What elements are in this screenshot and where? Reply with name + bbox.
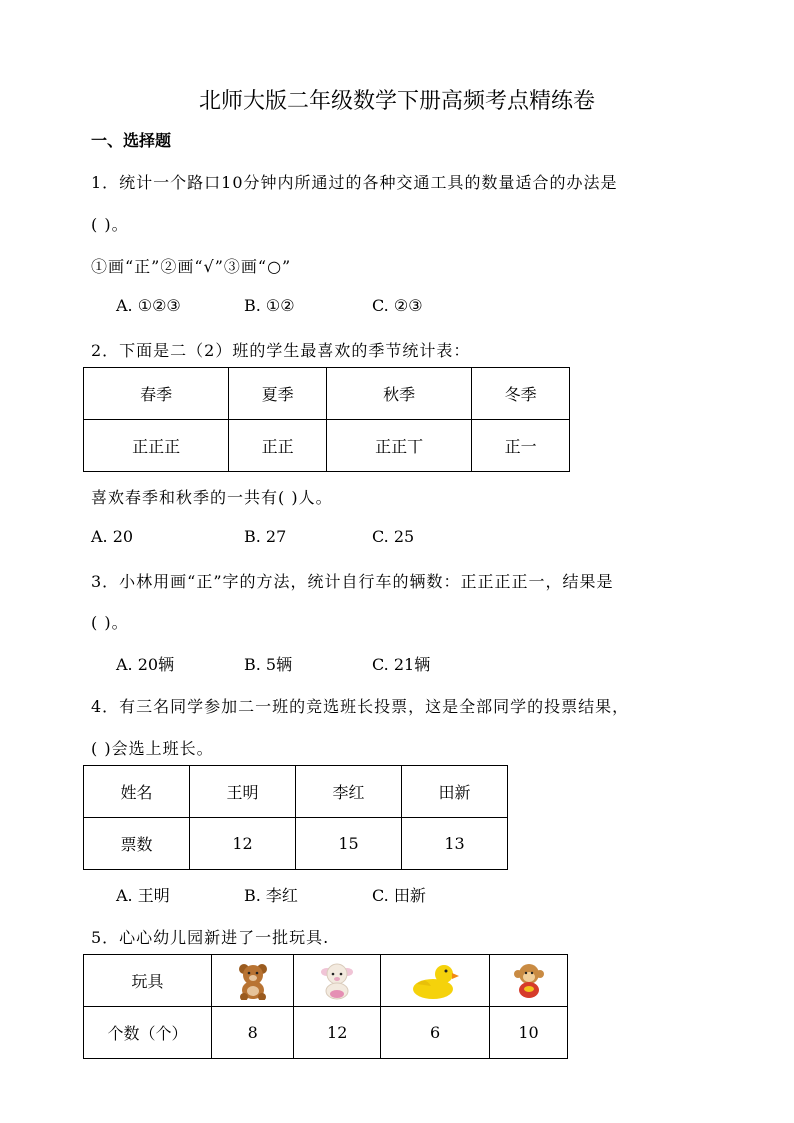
q3-option-b[interactable]: B. 5辆 [244, 655, 293, 674]
q4-option-a[interactable]: A. 王明 [116, 886, 170, 905]
rubber-duck-icon [411, 962, 459, 1000]
header-autumn: 秋季 [326, 368, 471, 420]
q4-option-c[interactable]: C. 田新 [372, 886, 426, 905]
votes-wang: 12 [190, 818, 296, 870]
q3-option-a[interactable]: A. 20辆 [116, 655, 175, 674]
q4-options [116, 883, 426, 906]
q2-option-c[interactable]: C. 25 [372, 527, 415, 546]
q1-option-c[interactable]: C. ②③ [372, 296, 423, 315]
season-table [83, 367, 570, 472]
vote-table [83, 765, 508, 870]
q3-option-c[interactable]: C. 21辆 [372, 655, 431, 674]
q1-stem: 1．统计一个路口10分钟内所通过的各种交通工具的数量适合的办法是 [91, 173, 618, 192]
count-monkey: 10 [490, 1007, 568, 1059]
q2-stem: 2．下面是二（2）班的学生最喜欢的季节统计表： [91, 341, 471, 360]
toy-header-count: 个数（个） [84, 1007, 212, 1059]
candidate-li: 李红 [296, 766, 402, 818]
toy-cell-bear [212, 955, 294, 1007]
candidate-wang: 王明 [190, 766, 296, 818]
header-winter: 冬季 [472, 368, 570, 420]
count-duck: 6 [381, 1007, 490, 1059]
q2-question: 喜欢春季和秋季的一共有( )人。 [91, 488, 333, 507]
toy-table [83, 954, 568, 1059]
q4-stem: 4．有三名同学参加二一班的竞选班长投票，这是全部同学的投票结果， [91, 697, 630, 716]
monkey-icon [512, 962, 546, 1000]
toy-header-label: 玩具 [84, 955, 212, 1007]
section-heading: 一、选择题 [91, 131, 172, 150]
count-bear: 8 [212, 1007, 294, 1059]
q1-options [116, 296, 423, 315]
tally-winter: 正一 [472, 420, 570, 472]
q2-option-a[interactable]: A. 20 [91, 527, 134, 546]
q4-option-b[interactable]: B. 李红 [244, 886, 298, 905]
q3-options [116, 652, 430, 675]
tally-spring: 正正正 [84, 420, 229, 472]
votes-tian: 13 [402, 818, 508, 870]
candidate-tian: 田新 [402, 766, 508, 818]
q2-option-b[interactable]: B. 27 [244, 527, 287, 546]
toy-cell-lamb [294, 955, 381, 1007]
q4-question: ( )会选上班长。 [91, 739, 214, 758]
votes-li: 15 [296, 818, 402, 870]
q1-option-a[interactable]: A. ①②③ [116, 296, 181, 315]
vote-header-count: 票数 [84, 818, 190, 870]
tally-summer: 正正 [229, 420, 327, 472]
page-title: 北师大版二年级数学下册高频考点精练卷 [198, 89, 595, 114]
q1-answer-blank: ( )。 [91, 215, 129, 234]
toy-cell-duck [381, 955, 490, 1007]
toy-cell-monkey [490, 955, 568, 1007]
tally-autumn: 正正丅 [326, 420, 471, 472]
q3-answer-blank: ( )。 [91, 613, 129, 632]
vote-header-name: 姓名 [84, 766, 190, 818]
count-lamb: 12 [294, 1007, 381, 1059]
header-summer: 夏季 [229, 368, 327, 420]
teddy-bear-icon [235, 962, 271, 1000]
q1-option-b[interactable]: B. ①② [244, 296, 295, 315]
q1-methods: ①画“正”②画“√”③画“○” [91, 257, 292, 276]
q2-options [91, 527, 414, 546]
lamb-icon [318, 962, 356, 1000]
header-spring: 春季 [84, 368, 229, 420]
q3-stem: 3．小林用画“正”字的方法，统计自行车的辆数：正正正正一，结果是 [91, 572, 614, 591]
q5-stem: 5．心心幼儿园新进了一批玩具. [91, 928, 330, 947]
